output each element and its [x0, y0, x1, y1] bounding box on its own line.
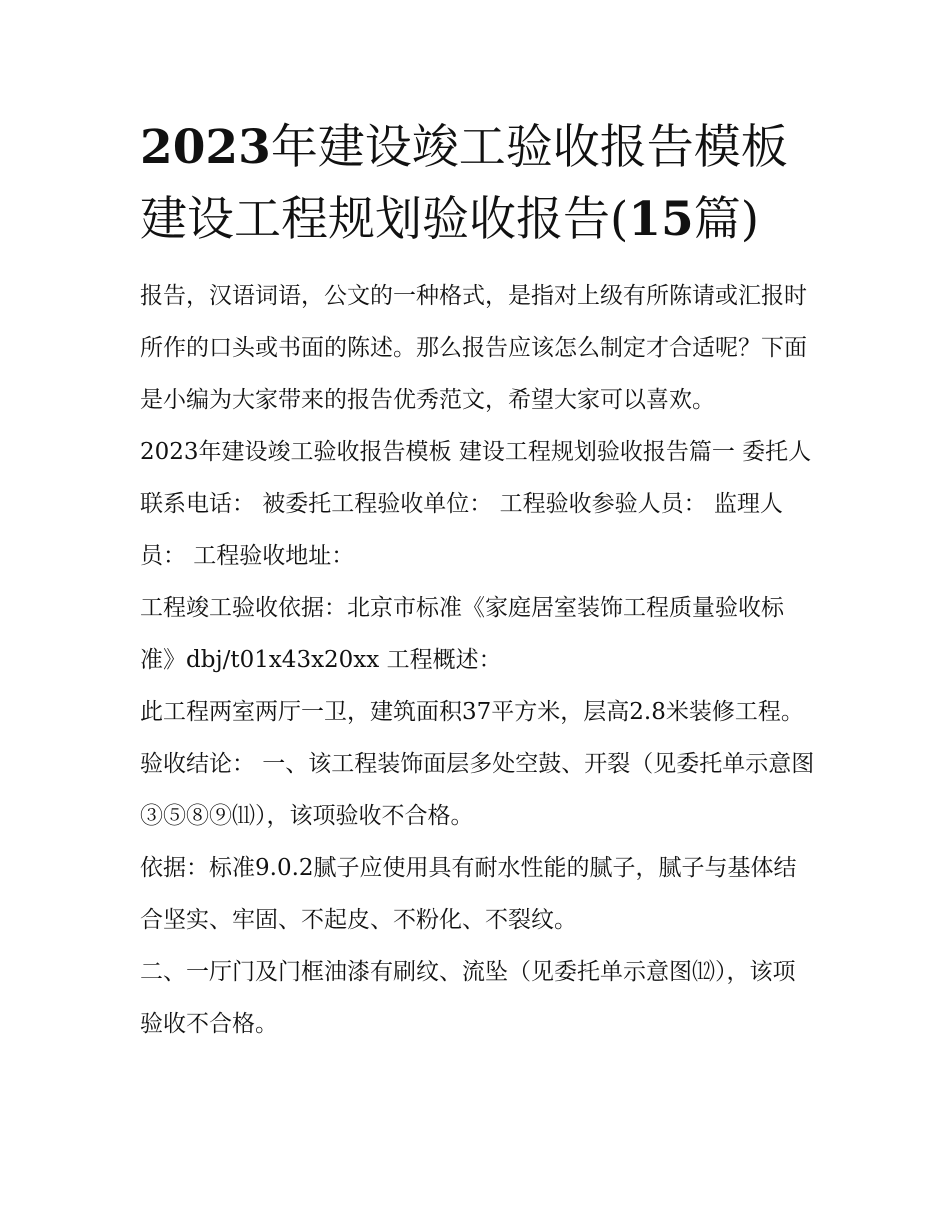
title-line-2-tail: 篇) [693, 192, 760, 247]
title-year: 2023 [140, 120, 271, 175]
paragraph-header-info: 2023年建设竣工验收报告模板 建设工程规划验收报告篇一 委托人联系电话： 被委托工程验收单位： 工程验收参验人员： 监理人员： 工程验收地址： [140, 439, 812, 569]
paragraph-standard: 依据：标准9.0.2腻子应使用具有耐水性能的腻子，腻子与基体结合坚实、牢固、不起皮、不粉化、不裂纹。 [140, 855, 797, 933]
document-title [140, 112, 815, 256]
title-line-2 [140, 184, 815, 256]
paragraph-overview-conclusion: 此工程两室两厅一卫，建筑面积37平方米，层高2.8米装修工程。 验收结论： 一、该工程装饰面层多处空鼓、开裂（见委托单示意图③⑤⑧⑨⑾），该项验收不合格。 [140, 699, 815, 829]
title-line-1 [140, 112, 815, 184]
paragraph-intro: 报告，汉语词语，公文的一种格式，是指对上级有所陈请或汇报时所作的口头或书面的陈述。那么报告应该怎么制定才合适呢？下面是小编为大家带来的报告优秀范文，希望大家可以喜欢。 [140, 283, 807, 413]
paragraph-basis: 工程竣工验收依据：北京市标准《家庭居室装饰工程质量验收标准》dbj/t01x43x20xx 工程概述： [140, 595, 784, 673]
title-article-count: 15 [628, 192, 694, 247]
title-line-2-text: 建设工程规划验收报告( [140, 192, 629, 247]
document-content [140, 112, 815, 1050]
title-line-1-text: 年建设竣工验收报告模板 [270, 120, 788, 175]
paragraph-item-two: 二、一厅门及门框油漆有刷纹、流坠（见委托单示意图⑿），该项验收不合格。 [140, 959, 796, 1037]
